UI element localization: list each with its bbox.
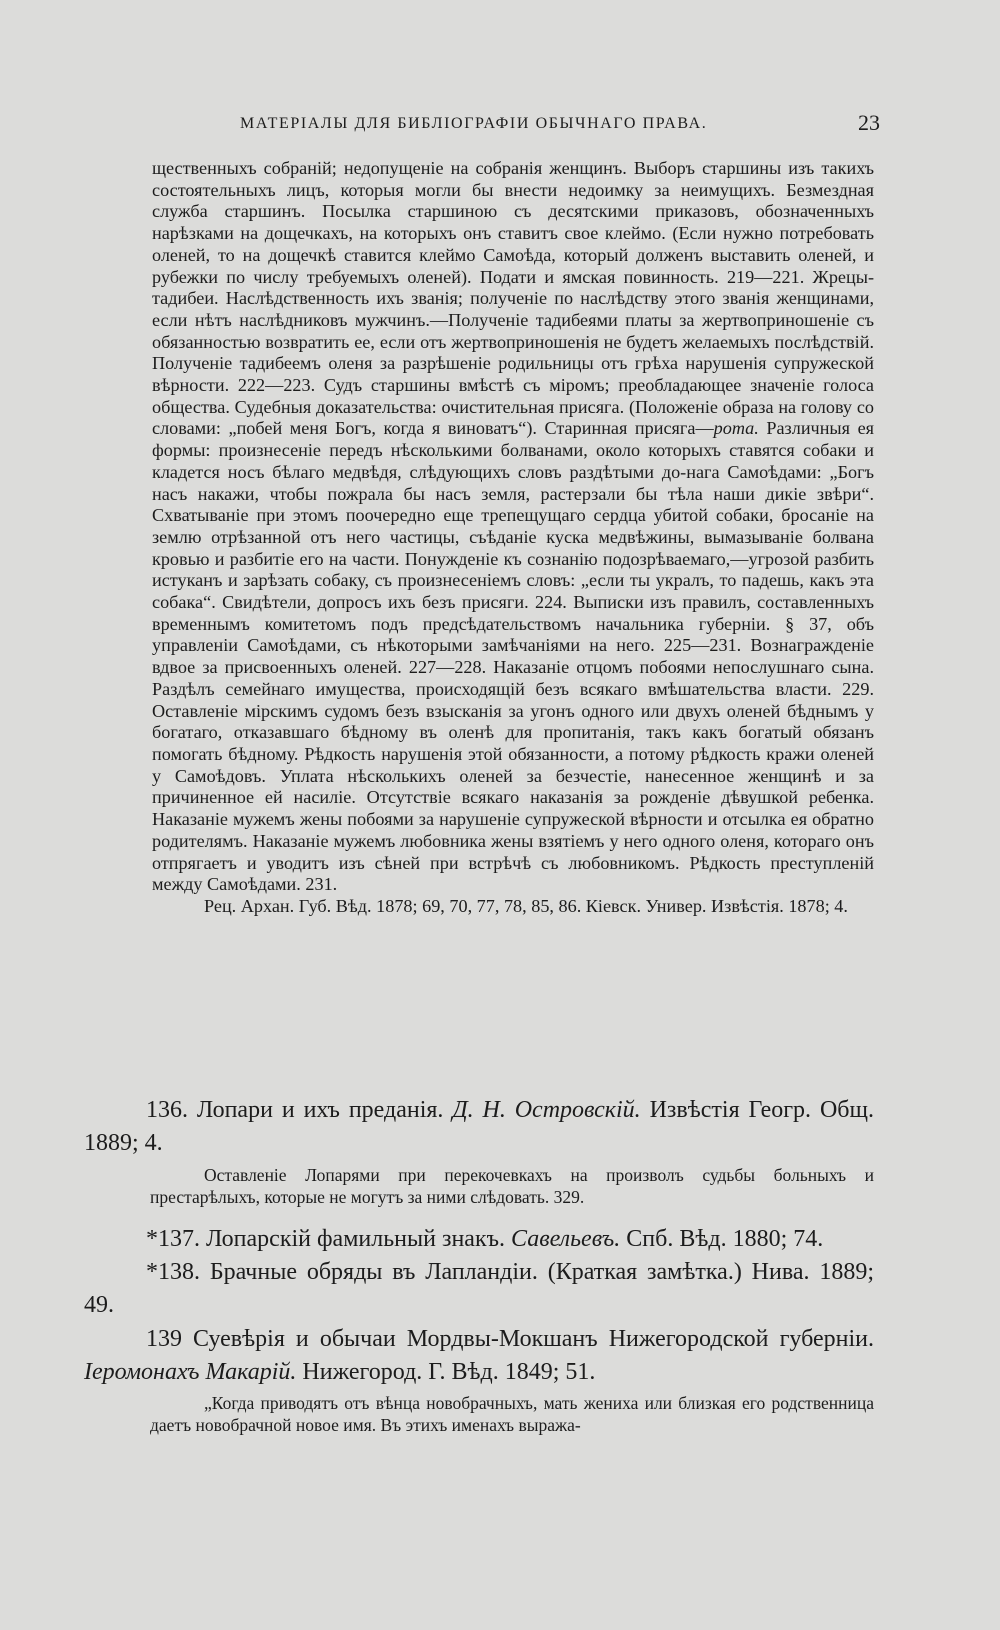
continuation-paragraph (152, 158, 874, 896)
entry-136-source: Извѣстія Геогр. Общ. 1889; 4. (84, 1097, 874, 1156)
entry-139-source: Нижегород. Г. Вѣд. 1849; 51. (296, 1359, 596, 1385)
entry-137-source: Спб. Вѣд. 1880; 74. (620, 1226, 824, 1252)
continuation-text (152, 158, 874, 918)
continuation-body-2: Различныя ея формы: произнесеніе передъ нѣсколькими болванами, около которыхъ ставятся собаки и кладется носъ бѣлаго медвѣдя, слѣдующихъ словъ раздѣтыми до-нага Самоѣдами: „Богъ насъ накажи, чтобы пожрала бы насъ земля, растерзали бы тѣла наши дикіе звѣри“. Схватываніе при этомъ поочередно еще трепещущаго сердца убитой собаки, бросаніе на землю отрѣзанной отъ него частицы, съѣданіе куска медвѣжины, вымазываніе болвана кровью и разбитіе его на части. Понужденіе къ сознанію подозрѣваемаго,—угрозой разбить истуканъ и зарѣзать собаку, съ произнесеніемъ словъ: „если ты укралъ, то падешь, какъ эта собака“. Свидѣтели, допросъ ихъ безъ присяги. 224. Выписки изъ правилъ, составленныхъ временнымъ комитетомъ подъ предсѣдательствомъ начальника губерніи. § 37, объ управленіи Самоѣдами, съ нѣкоторыми замѣчаніями на него. 225—231. Вознагражденіе вдвое за присвоенныхъ оленей. 227—228. Наказаніе отцомъ побоями непослушнаго сына. Раздѣлъ семейнаго имущества, происходящій безъ всякаго вмѣшательства власти. 229. Оставленіе мірскимъ судомъ безъ взысканія за угонъ одного или двухъ оленей бѣднымъ у богатаго, отказавшаго бѣдному въ оленѣ для пропитанія, такъ какъ богатый обязанъ помогать бѣдному. Рѣдкость нарушенія этой обязанности, а потому рѣдкость кражи оленей у Самоѣдовъ. Уплата нѣсколькихъ оленей за безчестіе, нанесенное женщинѣ и за причиненное ей насиліе. Отсутствіе всякаго наказанія за рожденіе дѣвушкой ребенка. Наказаніе мужемъ жены побоями за нарушеніе супружеской вѣрности и отсылка ея обратно родителямъ. Наказаніе мужемъ любовника жены взятіемъ у него одного оленя, котораго онъ отпрягаетъ и уводитъ изъ сѣней при встрѣчѣ съ любовникомъ. Рѣдкость преступленій между Самоѣдами. 231. (152, 418, 875, 895)
entry-139-note (150, 1392, 874, 1436)
entry-136-note-text: Оставленіе Лопарями при перекочевкахъ на произволъ судьбы больныхъ и престарѣлыхъ, которые не могутъ за ними слѣдовать. 329. (150, 1165, 874, 1207)
entry-137 (84, 1223, 874, 1256)
entry-136-author: Д. Н. Островскій. (452, 1097, 641, 1123)
entry-136-note (150, 1164, 874, 1208)
entry-139 (84, 1323, 874, 1389)
page-number: 23 (858, 110, 880, 135)
entry-137-title: *137. Лопарскій фамильный знакъ. (146, 1226, 512, 1252)
entry-136-title: 136. Лопари и ихъ преданія. (146, 1097, 453, 1123)
rota-word: рота. (713, 418, 759, 439)
entry-139-note-text: „Когда приводятъ отъ вѣнца новобрачныхъ, мать жениха или близкая его родственница даетъ новобрачной новое имя. Въ этихъ именахъ выража- (150, 1393, 874, 1435)
review-citation: Рец. Архан. Губ. Вѣд. 1878; 69, 70, 77, 78, 85, 86. Кіевск. Универ. Извѣстія. 1878; 4. (204, 895, 848, 916)
entry-138-title: *138. Брачные обряды въ Лапландіи. (Краткая замѣтка.) Нива. 1889; 49. (84, 1259, 874, 1318)
entry-139-title: 139 Суевѣрія и обычаи Мордвы-Мокшанъ Нижегородской губерніи. (146, 1326, 874, 1352)
running-title: МАТЕРІАЛЫ ДЛЯ БИБЛІОГРАФІИ ОБЫЧНАГО ПРАВА. (240, 115, 708, 132)
entry-138 (84, 1256, 874, 1322)
entry-137-author: Савельевъ. (511, 1226, 621, 1252)
continuation-body: щественныхъ собраній; недопущеніе на собранія женщинъ. Выборъ старшины изъ такихъ состоятельныхъ лицъ, которыя могли бы внести недоимку за неимущихъ. Безмездная служба старшинъ. Посылка старшиною съ десятскими приказовъ, обозначенныхъ нарѣзками на дощечкахъ, на которыхъ онъ ставитъ свое клеймо. (Если нужно потребовать оленей, то на дощечкѣ ставится клеймо Самоѣда, который долженъ выставить оленей, и рубежки по числу требуемыхъ оленей). Подати и ямская повинность. 219—221. Жрецы-тадибеи. Наслѣдственность ихъ званія; полученіе по наслѣдству этого званія женщинами, если нѣтъ наслѣдниковъ мужчинъ.—Полученіе тадибеями платы за жертвоприношеніе съ обязанностью возвратить ее, если отъ жертвоприношенія не будетъ желаемыхъ послѣдствій. Полученіе тадибеемъ оленя за разрѣшеніе родильницы отъ грѣха нарушенія супружеской вѣрности. 222—223. Судъ старшины вмѣстѣ съ міромъ; преобладающее значеніе голоса общества. Судебныя доказательства: очистительная присяга. (Положеніе образа на голову со словами: „побей меня Богъ, когда я виноватъ“). Старинная присяга— (152, 158, 874, 439)
page-header (90, 112, 880, 142)
entry-136 (84, 1094, 874, 1160)
entry-139-author: Іеромонахъ Макарій. (84, 1359, 297, 1385)
